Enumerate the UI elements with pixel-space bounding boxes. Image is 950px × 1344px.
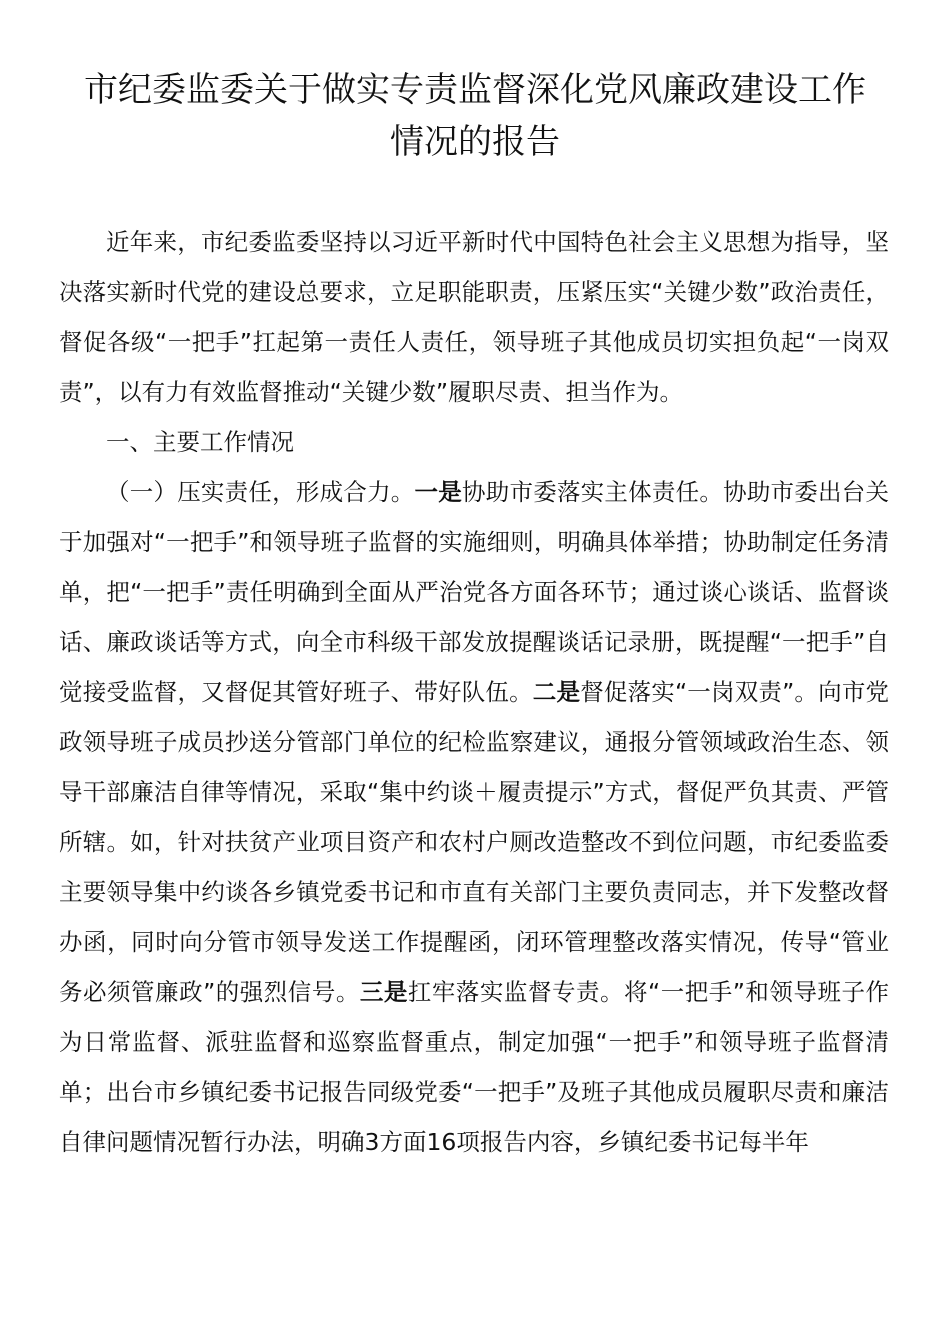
title-line-2: 情况的报告 [390, 122, 560, 162]
section-heading: 一、主要工作情况 [106, 428, 294, 456]
section-paragraph [59, 467, 889, 1167]
point-marker-3: 三是 [359, 978, 408, 1006]
subsection-lead: （一）压实责任，形成合力。 [106, 478, 415, 506]
point-text-1: 协助市委落实主体责任。协助市委出台关于加强对“一把手”和领导班子监督的实施细则，明确具体举措；协助制定任务清单，把“一把手”责任明确到全面从严治党各方面各环节；通过谈心谈话、监督谈话、廉政谈话等方式，向全市科级干部发放提醒谈话记录册，既提醒“一把手”自觉接受监督，又督促其管好班子、带好队伍。 [59, 478, 889, 706]
document-body [59, 217, 889, 1167]
point-text-3: 扛牢落实监督专责。将“一把手”和领导班子作为日常监督、派驻监督和巡察监督重点，制定加强“一把手”和领导班子监督清单；出台市乡镇纪委书记报告同级党委“一把手”及班子其他成员履职尽责和廉洁自律问题情况暂行办法，明确3方面16项报告内容，乡镇纪委书记每半年 [59, 978, 889, 1156]
point-marker-1: 一是 [414, 478, 463, 506]
point-text-2: 督促落实“一岗双责”。向市党政领导班子成员抄送分管部门单位的纪检监察建议，通报分管领域政治生态、领导干部廉洁自律等情况，采取“集中约谈＋履责提示”方式，督促严负其责、严管所辖。如，针对扶贫产业项目资产和农村户厕改造整改不到位问题，市纪委监委主要领导集中约谈各乡镇党委书记和市直有关部门主要负责同志，并下发整改督办函，同时向分管市领导发送工作提醒函，闭环管理整改落实情况，传导“管业务必须管廉政”的强烈信号。 [59, 678, 890, 1006]
title-line-1: 市纪委监委关于做实专责监督深化党风廉政建设工作 [84, 70, 866, 110]
intro-paragraph: 近年来，市纪委监委坚持以习近平新时代中国特色社会主义思想为指导，坚决落实新时代党的建设总要求，立足职能职责，压紧压实“关键少数”政治责任，督促各级“一把手”扛起第一责任人责任，领导班子其他成员切实担负起“一岗双责”，以有力有效监督推动“关键少数”履职尽责、担当作为。 [59, 228, 889, 406]
document-title [50, 64, 900, 168]
point-marker-2: 二是 [532, 678, 581, 706]
